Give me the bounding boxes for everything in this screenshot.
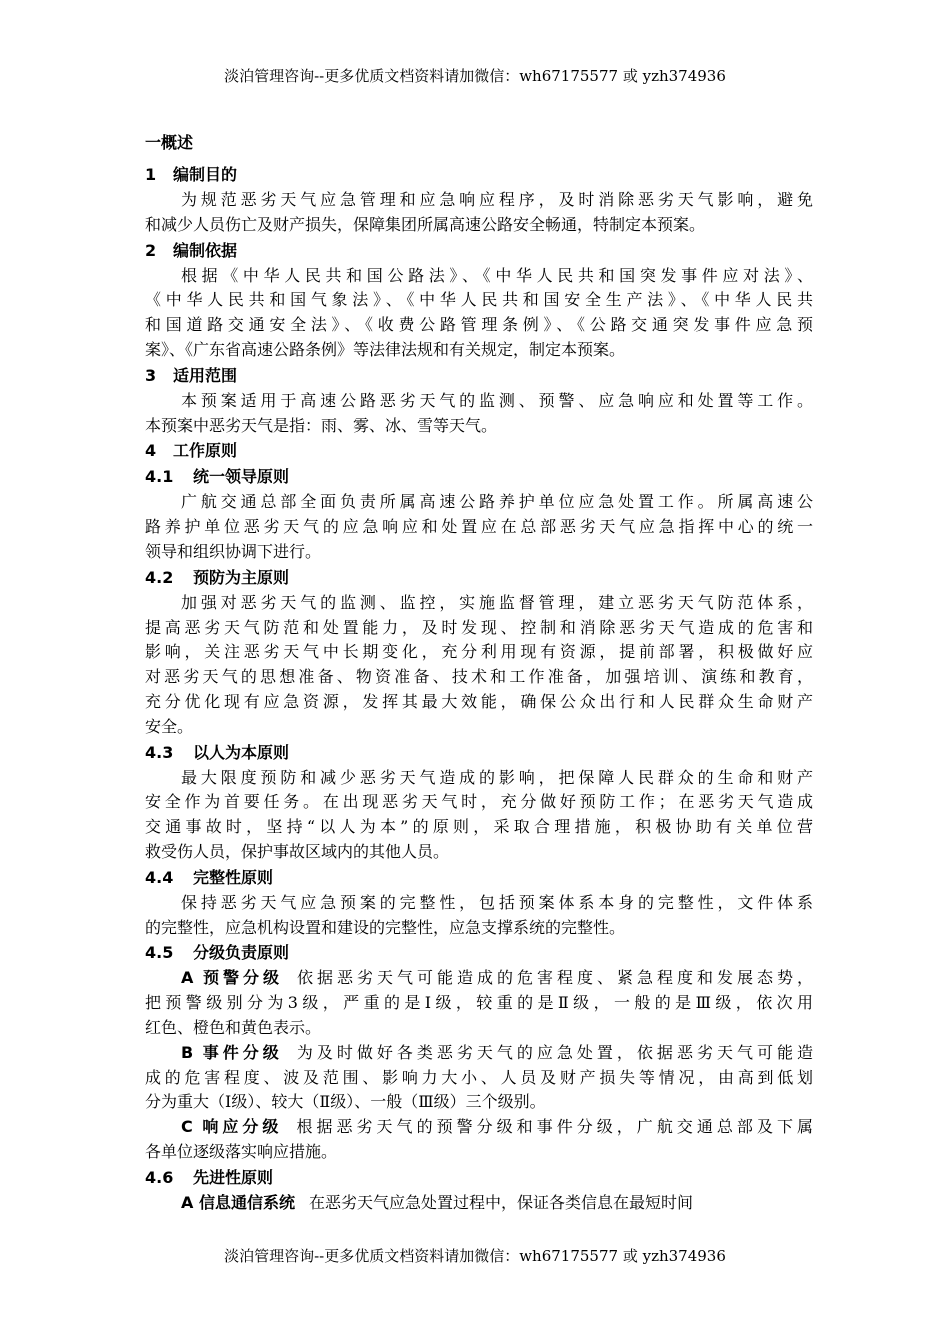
paragraph-info-system (145, 1191, 813, 1216)
text-line: 《中华人民共和国气象法》、《中华人民共和国安全生产法》、《中华人民共 (145, 290, 813, 310)
document-body (145, 130, 813, 1216)
heading-number: 4.2 (145, 567, 174, 587)
paragraph-1 (145, 188, 813, 238)
heading-title: 分级负责原则 (193, 943, 290, 963)
item-text: 为及时做好各类恶劣天气的应急处置，依据恶劣天气可能造 (296, 1042, 813, 1062)
item-text: 依据恶劣天气可能造成的危害程度、紧急程度和发展态势， (296, 968, 813, 988)
heading-number: 4 (145, 441, 157, 461)
section-title: 一概述 (145, 133, 194, 152)
item-lead: A 信息通信系统 (181, 1192, 295, 1212)
text-line (145, 1191, 813, 1216)
heading-number: 3 (145, 365, 157, 385)
item-text: 在恶劣天气应急处置过程中，保证各类信息在最短时间 (308, 1192, 693, 1212)
text-line (145, 1041, 813, 1066)
text-line: 本预案适用于高速公路恶劣天气的监测、预警、应急响应和处置等工作。 (181, 390, 813, 410)
heading-4-6 (145, 1165, 813, 1191)
paragraph-2 (145, 264, 813, 363)
text-line: 路养护单位恶劣天气的应急响应和处置应在总部恶劣天气应急指挥中心的统一 (145, 517, 813, 537)
paragraph-warning-levels (145, 966, 813, 1040)
paragraph-event-levels (145, 1041, 813, 1115)
text-line: 红色、橙色和黄色表示。 (145, 1017, 322, 1037)
heading-number: 4.6 (145, 1167, 174, 1187)
item-lead: C 响应分级 (181, 1117, 283, 1137)
text-line: 救受伤人员，保护事故区域内的其他人员。 (145, 841, 450, 861)
text-line: 广航交通总部全面负责所属高速公路养护单位应急处置工作。所属高速公 (181, 492, 813, 512)
heading-4-3 (145, 740, 813, 766)
text-line: 影响，关注恶劣天气中长期变化，充分利用现有资源，提前部署，积极做好应 (145, 642, 813, 662)
text-line: 交通事故时，坚持“以人为本”的原则，采取合理措施，积极协助有关单位营 (145, 817, 813, 837)
text-line: 案》、《广东省高速公路条例》等法律法规和有关规定，制定本预案。 (145, 339, 626, 359)
item-lead: A 预警分级 (181, 968, 283, 988)
paragraph-4-3 (145, 766, 813, 865)
heading-title: 统一领导原则 (193, 467, 290, 487)
text-line: 各单位逐级落实响应措施。 (145, 1141, 338, 1161)
text-line: 的完整性，应急机构设置和建设的完整性，应急支撑系统的完整性。 (145, 917, 626, 937)
item-text: 根据恶劣天气的预警分级和事件分级，广航交通总部及下属 (296, 1117, 813, 1137)
heading-4-1 (145, 464, 813, 490)
text-line: 提高恶劣天气防范和处置能力，及时发现、控制和消除恶劣天气造成的危害和 (145, 617, 813, 637)
paragraph-4-2 (145, 591, 813, 740)
heading-number: 1 (145, 165, 157, 184)
text-line: 根据《中华人民共和国公路法》、《中华人民共和国突发事件应对法》、 (181, 265, 813, 285)
heading-title: 编制依据 (173, 240, 238, 260)
heading-number: 4.4 (145, 867, 174, 887)
heading-4-5 (145, 940, 813, 966)
heading-title: 以人为本原则 (193, 742, 290, 762)
text-line: 保持恶劣天气应急预案的完整性，包括预案体系本身的完整性，文件体系 (181, 892, 813, 912)
text-line: 安全。 (145, 716, 194, 736)
paragraph-4-4 (145, 891, 813, 941)
heading-1 (145, 162, 813, 188)
text-line: 加强对恶劣天气的监测、监控，实施监督管理，建立恶劣天气防范体系， (181, 592, 813, 612)
text-line: 把预警级别分为3级，严重的是Ⅰ级，较重的是Ⅱ级，一般的是Ⅲ级，依次用 (145, 993, 813, 1013)
heading-title: 预防为主原则 (193, 567, 290, 587)
text-line: 对恶劣天气的思想准备、物资准备、技术和工作准备，加强培训、演练和教育， (145, 667, 813, 687)
heading-4-4 (145, 865, 813, 891)
text-line: 安全作为首要任务。在出现恶劣天气时，充分做好预防工作；在恶劣天气造成 (145, 792, 813, 812)
page-footer: 淡泊管理咨询--更多优质文档资料请加微信：wh67175577 或 yzh374936 (224, 1247, 726, 1265)
text-line: 最大限度预防和减少恶劣天气造成的影响，把保障人民群众的生命和财产 (181, 767, 813, 787)
paragraph-4-1 (145, 490, 813, 564)
heading-2 (145, 238, 813, 264)
heading-4 (145, 438, 813, 464)
paragraph-response-levels (145, 1115, 813, 1165)
heading-title: 工作原则 (173, 441, 238, 461)
item-lead: B 事件分级 (181, 1042, 283, 1062)
text-line: 充分优化现有应急资源，发挥其最大效能，确保公众出行和人民群众生命财产 (145, 691, 813, 711)
heading-number: 4.3 (145, 742, 174, 762)
heading-3 (145, 363, 813, 389)
text-line: 成的危害程度、波及范围、影响力大小、人员及财产损失等情况，由高到低划 (145, 1067, 813, 1087)
heading-number: 4.5 (145, 943, 174, 963)
heading-title: 编制目的 (173, 165, 238, 184)
paragraph-3 (145, 389, 813, 439)
heading-number: 4.1 (145, 467, 174, 487)
text-line: 分为重大（Ⅰ级）、较大（Ⅱ级）、一般（Ⅲ级）三个级别。 (145, 1092, 546, 1112)
text-line: 为规范恶劣天气应急管理和应急响应程序，及时消除恶劣天气影响，避免 (181, 190, 813, 209)
heading-title: 先进性原则 (193, 1167, 274, 1187)
page-header: 淡泊管理咨询--更多优质文档资料请加微信：wh67175577 或 yzh374936 (224, 67, 726, 85)
text-line: 和减少人员伤亡及财产损失，保障集团所属高速公路安全畅通，特制定本预案。 (145, 214, 706, 234)
text-line (145, 966, 813, 991)
heading-4-2 (145, 565, 813, 591)
heading-title: 完整性原则 (193, 867, 274, 887)
heading-title: 适用范围 (173, 365, 238, 385)
text-line: 领导和组织协调下进行。 (145, 541, 322, 561)
text-line: 和国道路交通安全法》、《收费公路管理条例》、《公路交通突发事件应急预 (145, 315, 813, 335)
text-line (145, 1115, 813, 1140)
text-line: 本预案中恶劣天气是指：雨、雾、冰、雪等天气。 (145, 415, 498, 435)
heading-number: 2 (145, 240, 157, 260)
